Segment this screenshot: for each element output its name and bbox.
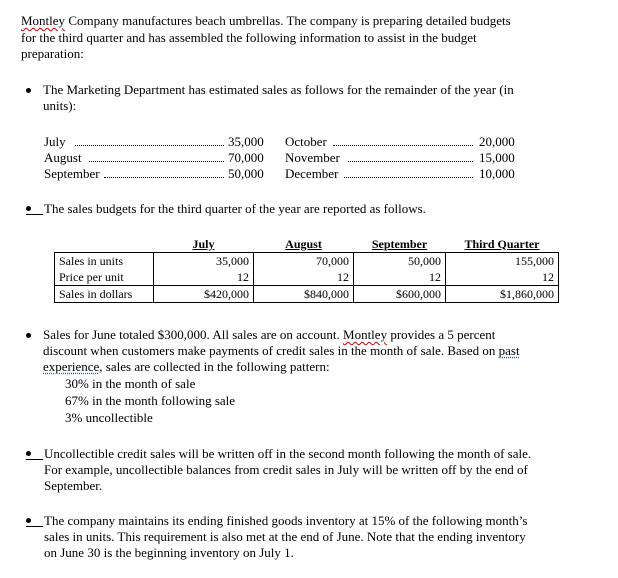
dot-leader (348, 161, 473, 162)
bullet-2-text: The sales budgets for the third quarter of the year are reported as follows. (44, 201, 426, 216)
estimated-sales-value: 70,000 (228, 150, 264, 165)
bullet-underline (26, 459, 43, 460)
bullet-5-line-2: sales in units. This requirement is also met at the end of June. Note that the ending inventory (44, 529, 526, 544)
table-cell: 50,000 (354, 253, 446, 270)
row-label: Price per unit (55, 269, 154, 286)
table-cell: 12 (354, 269, 446, 286)
bullet-5-line-3: on June 30 is the beginning inventory on July 1. (44, 545, 294, 560)
estimated-sales-value: 15,000 (479, 150, 515, 165)
estimated-sales-row: November (285, 150, 340, 165)
bullet-4-line-2: For example, uncollectible balances from credit sales in July will be written off by the end of (44, 462, 528, 477)
intro-line-2: for the third quarter and has assembled the following information to assist in the budget (21, 30, 477, 45)
dot-leader (333, 145, 473, 146)
sales-budget-table (54, 236, 559, 303)
dot-leader (89, 161, 224, 162)
bullet-4-line-3: September. (44, 478, 103, 493)
table-cell: 12 (254, 269, 354, 286)
estimated-sales-row: December (285, 166, 339, 181)
estimated-sales-row: August (44, 150, 82, 165)
table-header: July (192, 236, 215, 251)
company-name: Montley (21, 13, 66, 28)
estimated-sales-value: 10,000 (479, 166, 515, 181)
bullet-underline (26, 526, 43, 527)
table-cell: 70,000 (254, 253, 354, 270)
bullet-5-line-1: The company maintains its ending finished goods inventory at 15% of the following month’s (44, 513, 528, 528)
table-cell: $1,860,000 (446, 286, 559, 303)
row-label: Sales in dollars (55, 286, 154, 303)
intro-line-1: Montley Company manufactures beach umbrellas. The company is preparing detailed budgets (21, 13, 511, 28)
bullet-marker-5 (26, 518, 31, 523)
bullet-3-line-2: discount when customers make payments of credit sales in the month of sale. Based on past (43, 343, 520, 358)
table-cell: $600,000 (354, 286, 446, 303)
table-row (55, 269, 559, 286)
table-header: September (371, 236, 428, 251)
dot-leader (344, 177, 473, 178)
table-cell: 12 (154, 269, 254, 286)
dot-leader (104, 177, 224, 178)
table-row (55, 253, 559, 270)
collection-pattern-item: 3% uncollectible (65, 410, 153, 425)
company-name: Montley (343, 327, 388, 342)
bullet-marker-1 (26, 88, 31, 93)
table-header: Third Quarter (464, 236, 540, 251)
bullet-marker-4 (26, 451, 31, 456)
estimated-sales-value: 35,000 (228, 134, 264, 149)
estimated-sales-value: 50,000 (228, 166, 264, 181)
bullet-marker-3 (26, 333, 31, 338)
estimated-sales-row: October (285, 134, 327, 149)
table-cell: 155,000 (446, 253, 559, 270)
table-cell: 35,000 (154, 253, 254, 270)
collection-pattern-item: 30% in the month of sale (65, 376, 196, 391)
table-row (55, 286, 559, 303)
bullet-3-line-3: experience, sales are collected in the following pattern: (43, 359, 330, 374)
estimated-sales-row: July (44, 134, 66, 149)
table-cell: $420,000 (154, 286, 254, 303)
bullet-1-line-2: units): (43, 98, 77, 113)
intro-line-3: preparation: (21, 46, 84, 61)
table-cell: $840,000 (254, 286, 354, 303)
collection-pattern-item: 67% in the month following sale (65, 393, 236, 408)
estimated-sales-row: September (44, 166, 100, 181)
bullet-underline (26, 214, 43, 215)
estimated-sales-value: 20,000 (479, 134, 515, 149)
table-header: August (285, 236, 322, 251)
bullet-3-line-1: Sales for June totaled $300,000. All sales are on account. Montley provides a 5 percent (43, 327, 496, 342)
row-label: Sales in units (55, 253, 154, 270)
dot-leader (75, 145, 224, 146)
table-cell: 12 (446, 269, 559, 286)
bullet-4-line-1: Uncollectible credit sales will be written off in the second month following the month of sale. (44, 446, 532, 461)
bullet-1-line-1: The Marketing Department has estimated sales as follows for the remainder of the year (in (43, 82, 514, 97)
bullet-marker-2 (26, 206, 31, 211)
table-header-row (55, 236, 559, 253)
